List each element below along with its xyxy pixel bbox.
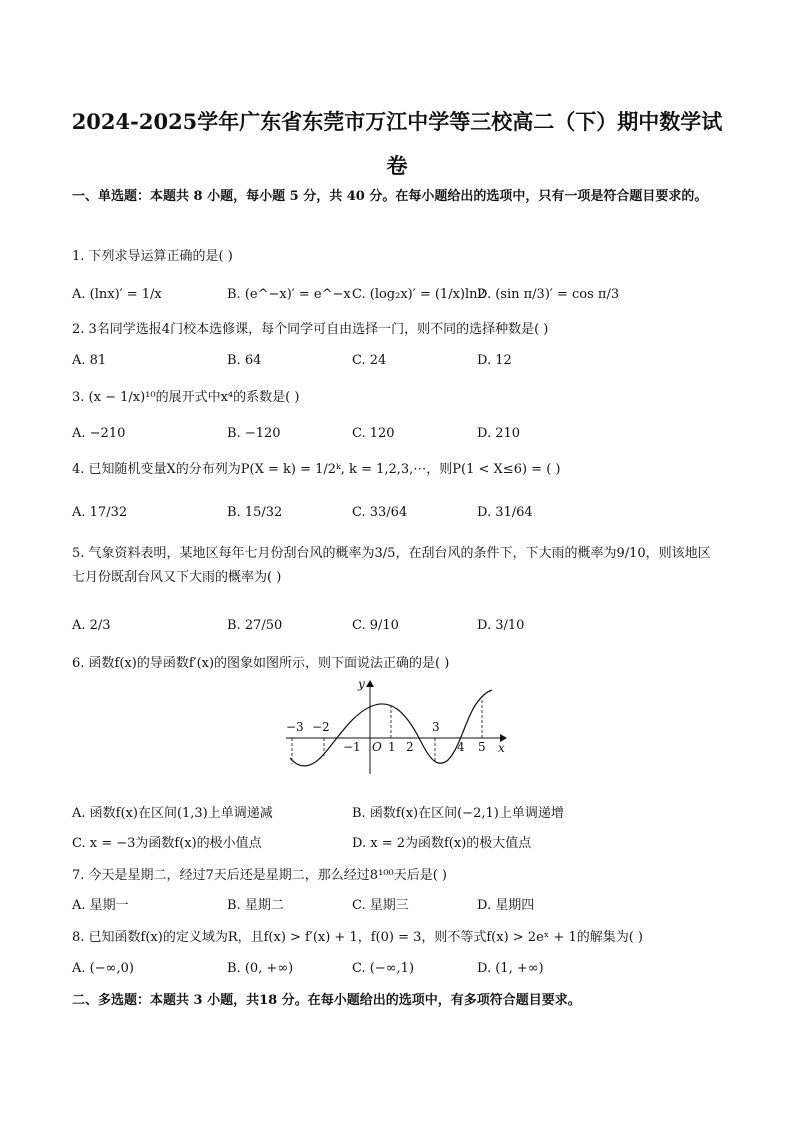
tick-1: 1 (388, 740, 396, 754)
question-2-option-c[interactable]: C. 24 (352, 353, 387, 368)
question-4-option-d[interactable]: D. 31/64 (477, 505, 533, 520)
title-line-1: 2024-2025学年广东省东莞市万江中学等三校高二（下）期中数学试 (71, 109, 723, 134)
tick-5: 5 (478, 740, 486, 754)
question-8-stem: 8. 已知函数f(x)的定义域为R，且f(x) > f′(x) + 1，f(0) = 3，则不等式f(x) > 2eˣ + 1的解集为( ) (72, 930, 643, 945)
question-8-option-d[interactable]: D. (1, +∞) (477, 961, 544, 976)
question-6-option-b[interactable]: B. 函数f(x)在区间(−2,1)上单调递增 (352, 806, 564, 821)
tick-neg1: −1 (343, 740, 361, 754)
exam-title (60, 100, 734, 188)
question-6-option-c[interactable]: C. x = −3为函数f(x)的极小值点 (72, 836, 262, 851)
question-2-option-d[interactable]: D. 12 (477, 353, 512, 368)
question-4-option-a[interactable]: A. 17/32 (72, 505, 128, 520)
tick-neg2: −2 (312, 720, 330, 734)
question-1-options (72, 284, 732, 306)
question-2-option-b[interactable]: B. 64 (227, 353, 262, 368)
question-6-stem: 6. 函数f(x)的导函数f′(x)的图象如图所示，则下面说法正确的是( ) (72, 656, 450, 671)
question-7-option-d[interactable]: D. 星期四 (477, 898, 535, 913)
question-1-option-d[interactable]: D. (sin π/3)′ = cos π/3 (477, 287, 620, 302)
origin-label: O (372, 740, 382, 754)
question-6-options-row2 (72, 833, 732, 855)
question-5-option-c[interactable]: C. 9/10 (352, 618, 399, 633)
question-3-stem: 3. (x − 1/x)¹⁰的展开式中x⁴的系数是( ) (72, 390, 300, 405)
title-line-2: 卷 (386, 153, 408, 178)
y-axis-label: y (358, 678, 365, 691)
question-1-option-a[interactable]: A. (lnx)′ = 1/x (72, 287, 162, 302)
question-1-option-b[interactable]: B. (e^−x)′ = e^−x (227, 287, 351, 302)
question-7-options (72, 895, 732, 917)
derivative-graph-svg (280, 678, 510, 778)
section-multiple-choice-heading: 二、多选题：本题共 3 小题，共18 分。在每小题给出的选项中，有多项符合题目要求。 (72, 993, 581, 1008)
question-4-option-c[interactable]: C. 33/64 (352, 505, 408, 520)
question-3-options (72, 423, 732, 445)
question-2-option-a[interactable]: A. 81 (72, 353, 107, 368)
question-8-options (72, 958, 732, 980)
question-3-option-a[interactable]: A. −210 (72, 426, 126, 441)
question-7-stem: 7. 今天是星期二，经过7天后还是星期二，那么经过8¹⁰⁰天后是( ) (72, 868, 447, 883)
question-5-option-d[interactable]: D. 3/10 (477, 618, 525, 633)
question-6-option-a[interactable]: A. 函数f(x)在区间(1,3)上单调递减 (72, 806, 273, 821)
tick-3: 3 (432, 720, 440, 734)
question-5-options (72, 615, 732, 637)
question-4-stem: 4. 已知随机变量X的分布列为P(X = k) = 1/2ᵏ, k = 1,2,3,⋯，则P(1 < X≤6) = ( ) (72, 462, 561, 477)
question-7-option-c[interactable]: C. 星期三 (352, 898, 409, 913)
question-8-option-c[interactable]: C. (−∞,1) (352, 961, 415, 976)
question-6-options-row1 (72, 803, 732, 825)
question-5-option-a[interactable]: A. 2/3 (72, 618, 111, 633)
question-2-stem: 2. 3名同学选报4门校本选修课，每个同学可自由选择一门，则不同的选择种数是( ) (72, 322, 549, 337)
question-1-stem: 1. 下列求导运算正确的是( ) (72, 249, 233, 264)
question-1-option-c[interactable]: C. (log₂x)′ = (1/x)ln2 (352, 287, 486, 302)
question-7-option-a[interactable]: A. 星期一 (72, 898, 129, 913)
question-4-option-b[interactable]: B. 15/32 (227, 505, 283, 520)
question-5-stem: 5. 气象资料表明，某地区每年七月份刮台风的概率为3/5，在刮台风的条件下，下大雨的概率为9/10，则该地区七月份既刮台风又下大雨的概率为( ) (72, 546, 711, 585)
tick-4: 4 (457, 740, 465, 754)
section-single-choice-heading: 一、单选题：本题共 8 小题，每小题 5 分，共 40 分。在每小题给出的选项中，只有一项是符合题目要求的。 (72, 189, 708, 204)
question-3-option-c[interactable]: C. 120 (352, 426, 395, 441)
tick-neg3: −3 (286, 720, 304, 734)
question-6-option-d[interactable]: D. x = 2为函数f(x)的极大值点 (352, 836, 532, 851)
x-axis-label: x (498, 741, 505, 755)
question-8-option-b[interactable]: B. (0, +∞) (227, 961, 294, 976)
y-axis-arrow-icon (366, 680, 374, 687)
derivative-graph (280, 678, 510, 778)
question-7-option-b[interactable]: B. 星期二 (227, 898, 284, 913)
question-4-options (72, 502, 732, 524)
question-5-option-b[interactable]: B. 27/50 (227, 618, 283, 633)
question-3-option-d[interactable]: D. 210 (477, 426, 521, 441)
question-3-option-b[interactable]: B. −120 (227, 426, 281, 441)
question-2-options (72, 350, 732, 372)
question-8-option-a[interactable]: A. (−∞,0) (72, 961, 134, 976)
tick-2: 2 (406, 740, 414, 754)
